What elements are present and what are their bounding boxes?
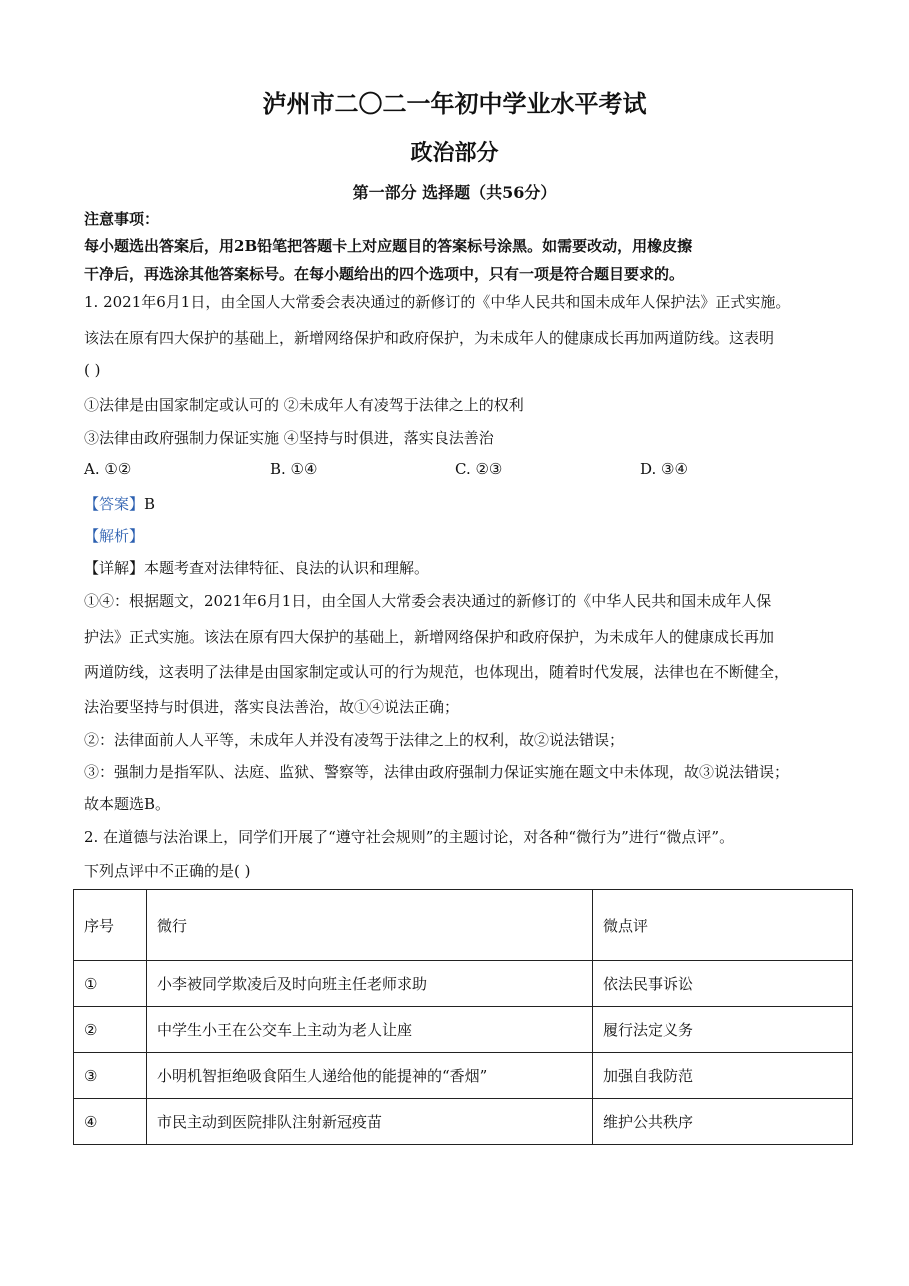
q1-detail-5: 法治要坚持与时俱进，落实良法善治，故①④说法正确；	[84, 698, 460, 716]
table-cell: ③	[74, 1053, 147, 1099]
table-cell: 小明机智拒绝吸食陌生人递给他的能提神的“香烟”	[147, 1053, 593, 1099]
answer-value: B	[144, 495, 156, 513]
q1-detail-4: 两道防线，这表明了法律是由国家制定或认可的行为规范，也体现出，随着时代发展，法律也在不断健全，	[84, 663, 790, 681]
answer-tag: 【答案】	[84, 495, 145, 513]
q1-choice-a: A. ①②	[84, 460, 132, 478]
table-cell: 维护公共秩序	[593, 1099, 853, 1145]
table-cell: 加强自我防范	[593, 1053, 853, 1099]
table-header-row	[74, 890, 853, 961]
q1-stem-1: 1. 2021年6月1日，由全国人大常委会表决通过的新修订的《中华人民共和国未成年人保护法》正式实施。	[84, 293, 791, 311]
exam-title: 泸州市二〇二一年初中学业水平考试	[262, 89, 647, 118]
table-row	[74, 1099, 853, 1145]
q1-detail-2: ①④：根据题文，2021年6月1日，由全国人大常委会表决通过的新修订的《中华人民共和国未成年人保	[84, 592, 772, 610]
q1-stem-3: ( )	[84, 361, 101, 379]
q2-stem-1: 2. 在道德与法治课上，同学们开展了“遵守社会规则”的主题讨论，对各种“微行为”进行“微点评”。	[84, 828, 735, 846]
q1-options-row-1: ①法律是由国家制定或认可的 ②未成年人有凌驾于法律之上的权利	[84, 396, 524, 414]
table-cell: ①	[74, 961, 147, 1007]
q1-stem-2: 该法在原有四大保护的基础上，新增网络保护和政府保护，为未成年人的健康成长再加两道防线。这表明	[84, 329, 775, 347]
behavior-review-table	[73, 889, 853, 1145]
table-header-cell: 微行	[147, 890, 593, 961]
notice-line-2: 干净后，再选涂其他答案标号。在每小题给出的四个选项中，只有一项是符合题目要求的。	[84, 265, 685, 283]
table-cell: 市民主动到医院排队注射新冠疫苗	[147, 1099, 593, 1145]
q2-stem-2: 下列点评中不正确的是( )	[84, 862, 251, 880]
q1-detail-1: 【详解】本题考查对法律特征、良法的认识和理解。	[84, 559, 430, 577]
table-cell: 小李被同学欺凌后及时向班主任老师求助	[147, 961, 593, 1007]
analysis-tag: 【解析】	[84, 527, 145, 545]
table-row	[74, 1007, 853, 1053]
table-cell: ②	[74, 1007, 147, 1053]
table-row	[74, 961, 853, 1007]
exam-subtitle: 政治部分	[410, 140, 499, 166]
q1-detail-7: ③：强制力是指军队、法庭、监狱、警察等，法律由政府强制力保证实施在题文中未体现，故③说法错误；	[84, 763, 790, 781]
table-cell: 履行法定义务	[593, 1007, 853, 1053]
q1-choice-c: C. ②③	[455, 460, 503, 478]
table-header-cell: 序号	[74, 890, 147, 961]
q1-answer	[84, 493, 155, 514]
table-header-cell: 微点评	[593, 890, 853, 961]
q1-choice-d: D. ③④	[640, 460, 688, 478]
q1-detail-8: 故本题选B。	[84, 795, 171, 813]
q1-choice-b: B. ①④	[270, 460, 318, 478]
section-title: 第一部分 选择题（共56分）	[352, 183, 557, 202]
q1-detail-3: 护法》正式实施。该法在原有四大保护的基础上，新增网络保护和政府保护，为未成年人的健康成长再加	[84, 628, 775, 646]
q1-options-row-2: ③法律由政府强制力保证实施 ④坚持与时俱进，落实良法善治	[84, 429, 494, 447]
notice-heading: 注意事项：	[84, 210, 160, 228]
table-row	[74, 1053, 853, 1099]
notice-line-1: 每小题选出答案后，用2B铅笔把答题卡上对应题目的答案标号涂黑。如需要改动，用橡皮擦	[84, 237, 693, 255]
table-cell: ④	[74, 1099, 147, 1145]
table-cell: 依法民事诉讼	[593, 961, 853, 1007]
q1-detail-6: ②：法律面前人人平等，未成年人并没有凌驾于法律之上的权利，故②说法错误；	[84, 731, 625, 749]
table-cell: 中学生小王在公交车上主动为老人让座	[147, 1007, 593, 1053]
